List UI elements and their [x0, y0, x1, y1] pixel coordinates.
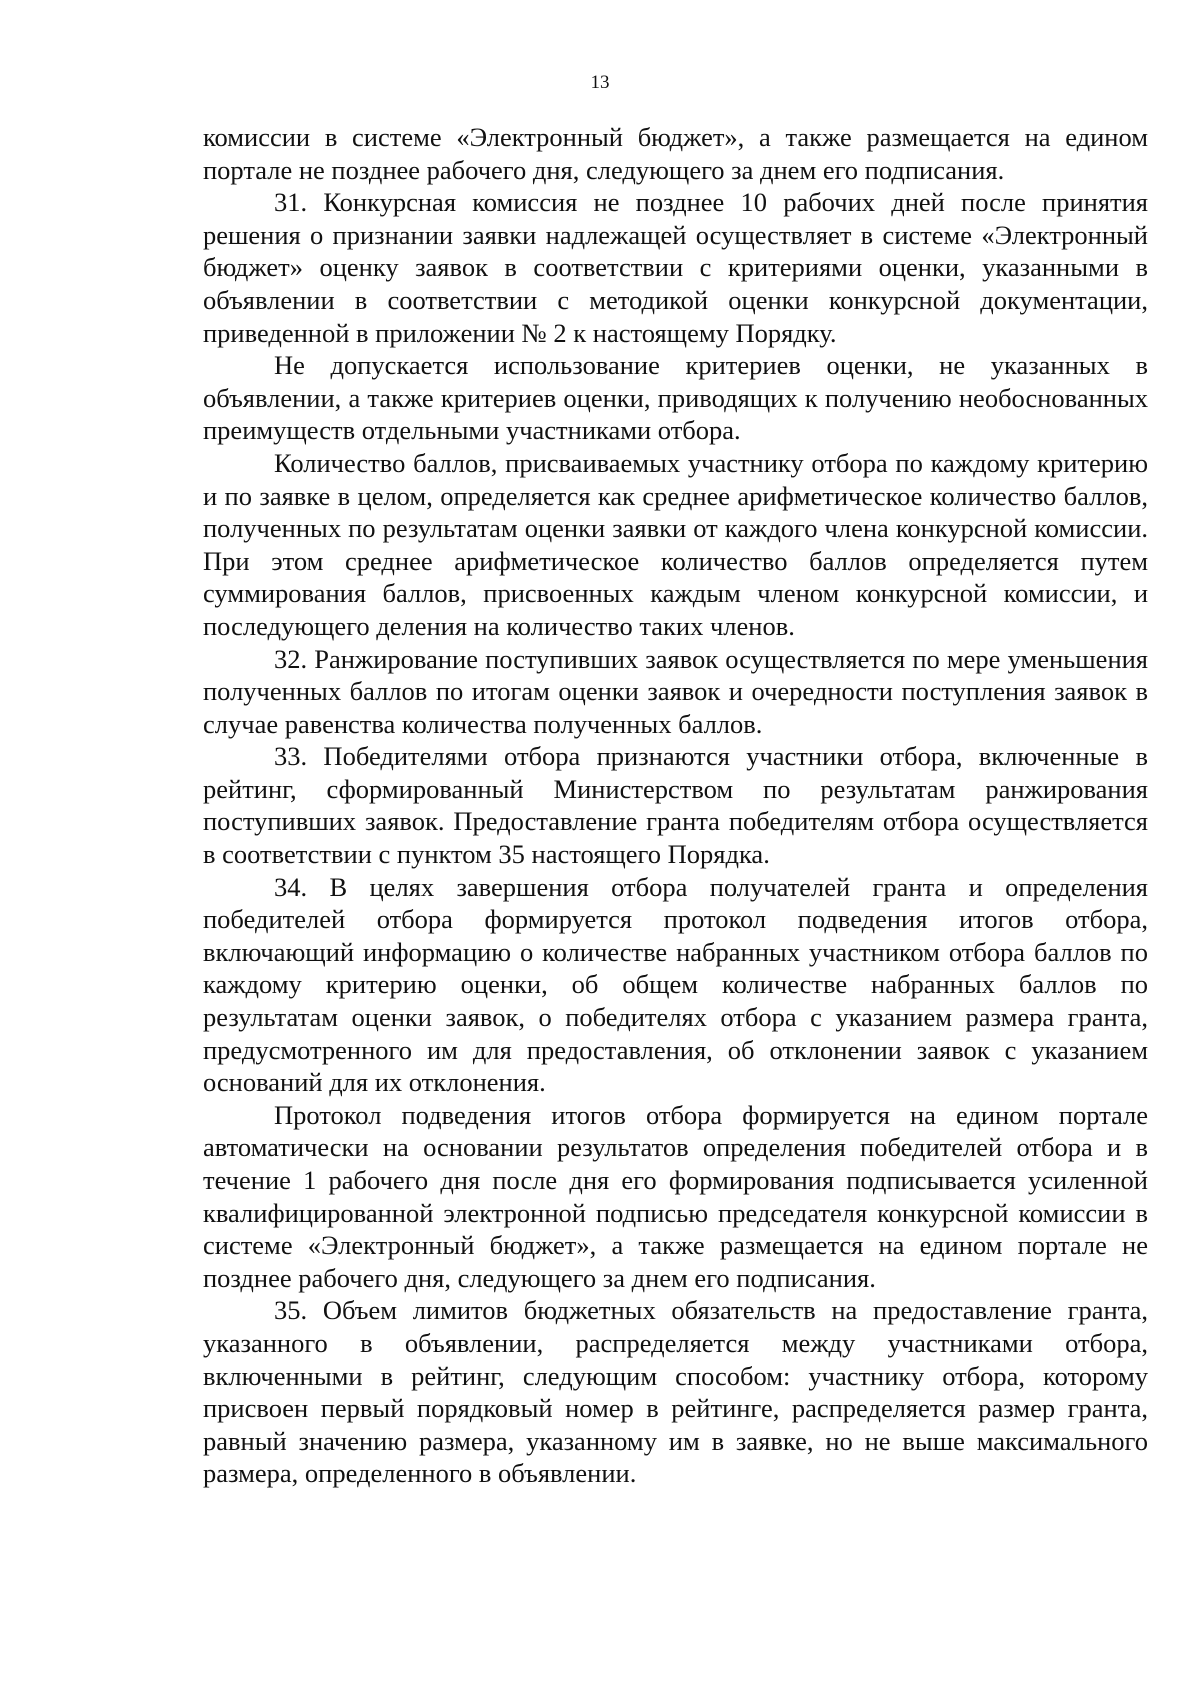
paragraph-clause-33: 33. Победителями отбора признаются участники отбора, включенные в рейтинг, сформированный Министерством по результатам ранжирования поступивших заявок. Предоставление гранта победителям отбора осуществляется в соответствии с пунктом 35 настоящего Порядка. — [203, 741, 1148, 870]
paragraph-clause-35: 35. Объем лимитов бюджетных обязательств на предоставление гранта, указанного в объявлении, распределяется между участниками отбора, включенными в рейтинг, следующим способом: участнику отбора, которому присвоен первый порядковый номер в рейтинге, распределяется размер гранта, равный значению размера, указанному им в заявке, но не выше максимального размера, определенного в объявлении. — [203, 1295, 1148, 1489]
paragraph-clause-31: 31. Конкурсная комиссия не позднее 10 рабочих дней после принятия решения о признании заявки надлежащей осуществляет в системе «Электронный бюджет» оценку заявок в соответствии с критериями оценки, указанными в объявлении в соответствии с методикой оценки конкурсной документации, приведенной в приложении № 2 к настоящему Порядку. — [203, 187, 1148, 348]
paragraph-clause-34: 34. В целях завершения отбора получателей гранта и определения победителей отбора формируется протокол подведения итогов отбора, включающий информацию о количестве набранных участником отбора баллов по каждому критерию оценки, об общем количестве набранных баллов по результатам оценки заявок, о победителях отбора с указанием размера гранта, предусмотренного им для предоставления, об отклонении заявок с указанием оснований для их отклонения. — [203, 871, 1148, 1098]
paragraph-score-calculation: Количество баллов, присваиваемых участнику отбора по каждому критерию и по заявке в целом, определяется как среднее арифметическое количество баллов, полученных по результатам оценки заявки от каждого члена конкурсной комиссии. При этом среднее арифметическое количество баллов определяется путем суммирования баллов, присвоенных каждым членом конкурсной комиссии, и последующего деления на количество таких членов. — [203, 447, 1148, 641]
paragraph-protocol: Протокол подведения итогов отбора формируется на едином портале автоматически на основании результатов определения победителей отбора и в течение 1 рабочего дня после дня его формирования подписывается усиленной квалифицированной электронной подписью председателя конкурсной комиссии в системе «Электронный бюджет», а также размещается на едином портале не позднее рабочего дня, следующего за днем его подписания. — [203, 1099, 1148, 1293]
paragraph-clause-32: 32. Ранжирование поступивших заявок осуществляется по мере уменьшения полученных баллов по итогам оценки заявок и очередности поступления заявок в случае равенства количества полученных баллов. — [203, 643, 1148, 739]
paragraph-continuation: комиссии в системе «Электронный бюджет», а также размещается на едином портале не позднее рабочего дня, следующего за днем его подписания. — [203, 122, 1148, 185]
paragraph-criteria-restriction: Не допускается использование критериев оценки, не указанных в объявлении, а также критериев оценки, приводящих к получению необоснованных преимуществ отдельными участниками отбора. — [203, 350, 1148, 446]
page-number: 13 — [590, 72, 610, 93]
document-body — [203, 121, 1148, 1490]
